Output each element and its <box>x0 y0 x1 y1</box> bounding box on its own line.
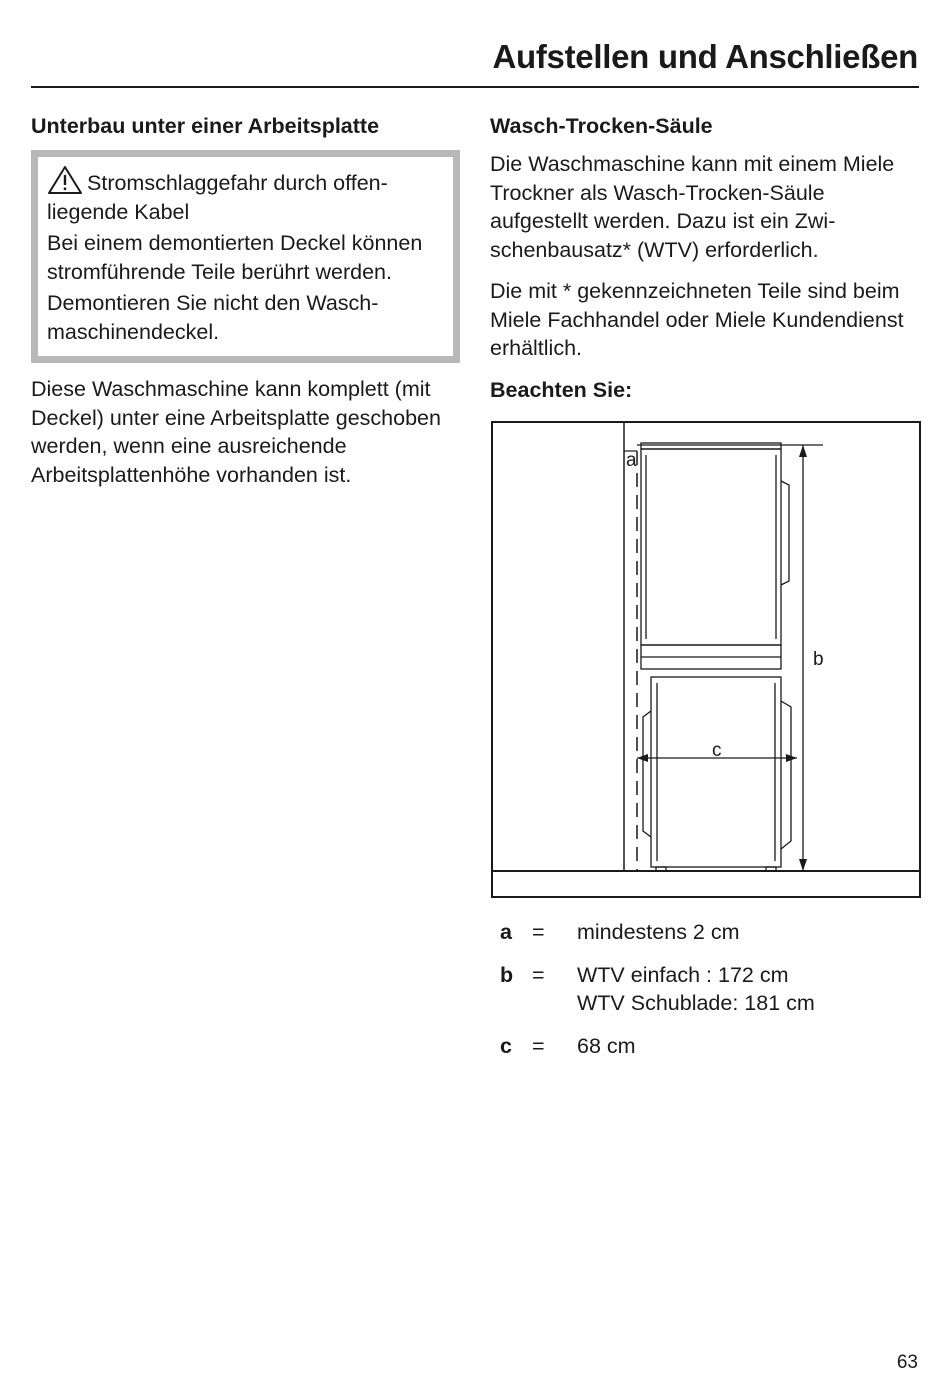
legend-key: a <box>500 920 512 944</box>
diagram-label-a: a <box>626 450 637 471</box>
legend-value <box>577 961 920 1018</box>
warning-text-1: Bei einem demontierten Deckel können stromführende Teile berührt werden. <box>47 231 423 284</box>
diagram-label-c: c <box>712 740 722 761</box>
dryer-unit <box>641 443 789 669</box>
diagram-label-b: b <box>813 649 824 670</box>
warning-text-2: Demontieren Sie nicht den Waschmaschinendeckel. <box>47 291 379 344</box>
washer-unit <box>643 677 791 871</box>
body-paragraph: Diese Waschmaschine kann komplett (mit Deckel) unter eine Arbeitsplatte geschoben werden, wenn eine ausreichende Arbeitsplattenhöhe vorhanden ist. <box>31 377 441 487</box>
section-heading-wasch-trocken-saeule: Wasch-Trocken-Säule <box>490 114 713 138</box>
paragraph-fachhandel: Die mit * gekennzeichneten Teile sind beim Miele Fachhandel oder Miele Kundendienst erhältlich. <box>490 279 904 360</box>
right-column <box>490 112 922 404</box>
legend-equals: = <box>532 1033 545 1058</box>
page-number: 63 <box>896 1352 918 1373</box>
legend-value-line: WTV Schublade: 181 cm <box>577 991 815 1015</box>
legend-row-b <box>500 961 920 1018</box>
legend-row-a <box>500 918 920 947</box>
paragraph-wtv: Die Waschmaschine kann mit einem Miele Trockner als Wasch-Trocken-Säule aufgestellt werden. Dazu ist ein Zwischenbausatz* (WTV) erforderlich. <box>490 152 895 262</box>
page-title: Aufstellen und Anschließen <box>492 38 918 75</box>
legend-value-line: mindestens 2 cm <box>577 920 740 944</box>
warning-title-text: Stromschlaggefahr durch offenliegende Kabel <box>47 171 388 224</box>
legend-row-c <box>500 1032 920 1061</box>
dimension-legend <box>500 918 920 1074</box>
legend-equals: = <box>532 920 545 944</box>
legend-key: c <box>500 1033 512 1058</box>
legend-value <box>577 918 920 947</box>
note-heading: Beachten Sie: <box>490 377 633 402</box>
legend-value-line: WTV einfach : 172 cm <box>577 962 789 987</box>
left-column <box>31 112 463 489</box>
warning-box <box>31 150 460 363</box>
legend-key: b <box>500 962 514 987</box>
warning-triangle-icon <box>47 165 83 195</box>
legend-value-line: 68 cm <box>577 1033 636 1058</box>
washer-dryer-stack-diagram <box>491 421 921 898</box>
legend-value <box>577 1032 920 1061</box>
legend-equals: = <box>532 962 545 987</box>
header-divider <box>31 86 919 88</box>
warning-title <box>47 165 443 226</box>
section-heading-unterbau: Unterbau unter einer Arbeitsplatte <box>31 114 380 138</box>
